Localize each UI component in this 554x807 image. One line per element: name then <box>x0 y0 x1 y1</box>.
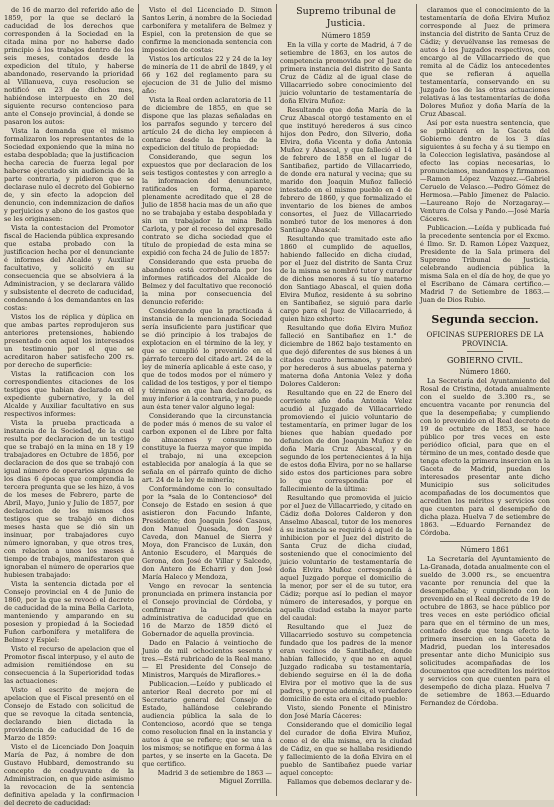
paragraph: Visto, siendo Ponente el Ministro don José María Cáceres: <box>280 704 412 720</box>
paragraph: Resultando que el Juez de Villacarriedo sostuvo su competencia fundado que los padres de la menor eran vecinos de Santibañez, donde habían fallecido, y que no en aquel Juzgado radicaba su testamentaría, debiendo seguirse en él la de doña Elvira por el motivo que la de sus padres, y porque además, el verdadero domicilio de esta era el citado pueblo: <box>280 623 412 703</box>
paragraph: Publicacion.—Leído y publicado el anterior Real decreto por mí el Secretario general del Consejo de Estado, hallándose celebrando audiencia pública la sala de lo Contencioso, acordó que se tenga como resolucion final en la instancia y autos á que se refiere; que se una á los mismos; se notifique en forma á las partes, y se inserte en la Gaceta. De que certifico. <box>142 680 272 768</box>
paragraph: Conformándome con lo consultado por la *sala de lo Contencioso* del Consejo de Estado en sesion á que asistieron don Facundo Infante, Presidente; don Joaquin José Casaus, don Manuel Quesada, don José Caveda, don Manuel de Sierra y Moya, don Francisco de Luxán, don Antonio Escudero, el Marqués de Gerona, don José de Villar y Salcedo, don Antero de Echarri y don José María Haleco y Mendoza, <box>142 485 272 581</box>
paragraph: Vengo en revocar la sentencia pronunciada en primera instancia por el Consejo provincial de Córdoba, y confirmar la providencia administrativa de caducidad que en 16 de Marzo de 1859 dictó el Gobernador de aquella provincia. <box>142 582 272 638</box>
signature-line: Madrid 3 de setiembre de 1863 — Miguel Zorrilla. <box>157 769 272 785</box>
paragraph: Vista la sentencia dictada por el Consejo provincial en 4 de Junio de 1860, por la que se revocó el decreto de caducidad de la mina Bella Carlota, manteniendo y amparando en su posesion y propiedad á la Sociedad Fuñon carbonifera y metalifera de Belmez y Espiel: <box>4 580 134 644</box>
paragraph: Resultando que en 22 de Enero del corriente año doña Antonia Velez acudió al Juzgado de Villacarriedo promoviendo el juicio voluntario de testamentaría, en primer lugar de los bienes que habían quedado por defuncion de don Joaquin Muñoz y de doña María Cruz Abascal, y en segundo de los pertenecientes á la hija de estos doña Elvira, por no se hallarse sido estos dos particiones para sobre lo que correspondia por el fallecimiento de la última: <box>280 389 412 493</box>
paragraph: de 16 de marzo del referido año de 1859, por la que se declaró la caducidad de los derechos que corresponden á la Sociedad en la citada mina por no haberse dado principio á los trabajos dentro de los seis meses, contados desde la expedicion del título, y haberse abandonado, reservando la prioridad al Villanueva, cuya resolucion se notificó en 23 de dichos mes, habiéndose interpuesto en 20 del siguiente recurso contencioso para ante el Consejo provincial, á donde se pasaron los autos: <box>4 6 134 126</box>
paragraph: Vista la Real orden aclaratoria de 11 de diciembre de 1855, en que se dispone que las plazas señaladas en los parrafos segundo y tercero del artículo 24 de dicha ley empiecen á contarse desde la fecha de la expedicion del título de propiedad: <box>142 96 272 152</box>
notice-number: Número 1861 <box>460 546 510 554</box>
column-rule <box>138 4 139 796</box>
paragraph: Vistas la ratificacion con los correspondientes citaciones de los testigos que habian declarado en el expediente gubernativo, y la del Alcalde y Auxiliar facultativo en sus respectivos informes: <box>4 370 134 418</box>
paragraph: Considerando que la circunstancia de poder más ó menos de su valor el carbon exponen el de Libre por falta de almacenes y consumo no constituye la fuerza mayor que impida el trabajo, ni una excepcion establecida por analogía á la que se señala en el párrafo quinto de dicho art. 24 de la ley de minería; <box>142 412 272 484</box>
paragraph: Fallamos que debemos declarar y de- <box>287 778 412 786</box>
divider <box>467 351 503 352</box>
divider <box>440 541 530 542</box>
paragraph: Publicacion.—Leída y publicada fué la precedente sentencia por el Excmo. é Ilmo. Sr. D. Ramon López Vazquez, Presidente de la Sala primera del Supremo Tribunal de Justicia, celebrando audiencia pública la misma Sala en el día de hoy, de que yo el Escribano de Cámara certifico.—Madrid 7 de Setiembre de 1863.—Juan de Dios Rubio. <box>420 224 550 304</box>
paragraph: Considerando, que segun los expuestos que por declaracion de los seis testigos contestes y con arreglo a la informacion del denunciante, ratificados en forma, aparece plenamente acreditado que el 28 de Julio de 1858 hacia mas de un año que no se trabajaba y estaba despoblada y sin un trabajador la mina Bella Carlota, y por el receso del expresado contrato se dicha sociedad que el título de propiedad de esta mina se expidió con fecha 24 de Julio de 1857: <box>142 153 272 257</box>
subsection-heading: GOBIERNO CIVIL. <box>446 356 524 365</box>
paragraph: Vista la prueba practicada a instancia de la Sociedad, de la cual resulta por declaracion de un testigo que se trabajó en la mina en 18 y 19 trabajadores en Octubre de 1856, por declaracion de dos que se trabajó con igual número de operarios algunos de los dias 6 épocas que comprendia la tercera pregunta que se les hizo, á vos de los meses de Febrero, parte de Abril, Mayo, Junio y Julio de 1857, por declaracion de los mismos dos testigos que se trabajó en dichos meses hasta que se dió sin un insinuar, por trabajadores cuyo número ignoraban, y que otros tres, con relacion a unos los meses á tiempo de trabajos, manifestaron que ignoraban el número de operarios que hubiesen trabajado: <box>4 419 134 579</box>
column-1 <box>4 6 134 807</box>
paragraph: Considerando que esta prueba de abandono está corroborada por los informes ratificados del Alcalde de Belmez y del facultativo que reconoció la mina por consecuencia del denuncio referido: <box>142 258 272 306</box>
divider <box>440 308 530 309</box>
column-4 <box>420 6 550 794</box>
paragraph: claramos que el conocimiento de la testamentaría de doña Elvira Muñoz corresponde al Juez de primera instancia del distrito de Santa Cruz de Cádiz; y devuélvanse las remesas de autos á los Juzgados respectivos, con encargo al de Villacarriedo de que remita al de Cádiz los antecedentes que se refieran á aquella testamentaría, conservando en su Juzgado los de las otras actuaciones relativas á las testamentarías de doña Dolores Muñoz y doña María de la Cruz Abascal. <box>420 6 550 118</box>
paragraph: Visto el del Licenciado D. Simon Santos Lerin, á nombre de la Sociedad carbonifera y metalifera de Belmez y Espiel, con la pretension de que se confirme la mencionada sentencia con imposicion de costas: <box>142 6 272 54</box>
paragraph: La Secretaría del Ayuntamiento del Rosal de Cristina, dotada anualmente con el sueldo de 3.300 rs., se encuentra vacante por renuncia del que la desempeñaba; y cumpliendo con lo prevenido en el Real decreto de 19 de octubre de 1853, se hace público por tres veces en este periódico oficial, para que en el término de un mes, contado desde que tenga efecto la primera insercion en la Gaceta de Madrid, puedan los interesados presentar ante dicho Municipio sus solicitudes acompañadas de los documentos que acrediten los méritos y servicios con que cuenten para el desempeño de dicha plaza. Huelva 7 de setiembre de 1863. —Eduardo Fernandez de Córdoba. <box>420 377 550 537</box>
paragraph: Resultando que doña Elvira Muñoz falleció en Santibañez en 1.° de diciembre de 1862 bajo testamento en que dejó diferentes de sus bienes á un citados cuatro hermanos, y nombró por herederos á sus abuelas paterna y materna doña Antonia Velez y doña Dolores Calderon: <box>280 324 412 388</box>
subsection-heading: OFICINAS SUPERIORES DE LA PROVINCIA. <box>426 330 544 348</box>
section-heading: Segunda seccion. <box>431 313 539 326</box>
paragraph: En la villa y corte de Madrid, á 7 de setiembre de 1863, en los autos de competencia promovida por el Juez de primera instancia del distrito de Santa Cruz de Cádiz al de igual clase de Villacarriedo sobre conocimiento del juicio voluntario de testamentaría de doña Elvira Muñoz: <box>280 41 412 105</box>
column-2 <box>142 6 272 794</box>
paragraph: Vista la contestacion del Promotor fiscal de Hacienda pública expresando que estaba probado con la justificacion hecha por el denunciante é informes del Alcalde y Auxiliar facultativo, y solicitó en su consecuencia que se absolviera á la Administracion, y se declarara válido y subsistente el decreto de caducidad, condenando á los demandantes en las costas: <box>4 224 134 312</box>
paragraph: Vista la demanda que el mismo formalizaron los representantes de la Sociedad exponiendo que la mina no estaba despoblada; que la justificacion hecha carecia de fuerza legal por haberse ejecutado sin audiencia de la parte contraria, y pidieron que se declarase nulo el decreto del Gobierno de, y sin efecto la adopcion del denuncio, con indemnizacion de daños y perjuicios y abono de los gastos que se les originasen: <box>4 127 134 223</box>
paragraph: Considerando que el domicilio legal del curador de doña Elvira Muñoz, como el de ella misma, era la ciudad de Cádiz, en que se hallaba residiendo y fallecimiento de la doña Elvira en el pueblo de Santibañez puede variar aquel concepto: <box>280 721 412 777</box>
paragraph: Resultando que doña María de la Cruz Abascal otorgó testamento en el que instituyó herederos á sus cinco hijos don Pedro, don Silverio, doña Elvira, doña Vicenta y doña Antonia Muñoz y Abascal, y que falleció el 14 de febrero de 1858 en el lugar de Santibañez, partido de Villacarriedo, de donde era natural y vecina; que su marido don Joaquin Muñoz falleció intestado en el mismo pueblo en 4 de febrero de 1860, y que formalizado el inventario de los bienes de ambos consortes, el Juez de Villacarriedo nombró tutor de los menores á don Santiago Abascal: <box>280 106 412 234</box>
column-rule <box>276 4 277 796</box>
notice-number: Número 1859 <box>321 32 371 40</box>
notice-number: Número 1860. <box>459 368 511 376</box>
column-rule <box>416 4 417 796</box>
paragraph: Resultando que promovida el juicio por el Juez de Villacarriedo, y citado en Cádiz doña Dolores Calderon y don Anselmo Abascal, tutor de los menores á su instancia se requirió á aquel de la inhibicion por el Juez del distrito de Santa Cruz de dicha ciudad, sosteniendo que el conocimiento del juicio voluntario de testamentaría de doña Elvira Muñoz correspondía á aquel Juzgado porque el domicilio de la menor, por ser el de su tutor, era Cádiz; porque así lo pedian el mayor número de interesados, y porque en aquella ciudad estaba la mayor parte del caudal: <box>280 494 412 622</box>
paragraph: Visto el escrito de mejora de apelacion que el Fiscal presentó en el Consejo de Estado con solicitud de que se revoque la citada sentencia, declarando bien dictada la providencia de caducidad de 16 de Marzo de 1859: <box>4 686 134 742</box>
paragraph: Vistos los artículos 22 y 24 de la ley de minería de 11 de abril de 1849, y el 66 y 162 del reglamento para su ejecucion de 31 de Julio del mismo año: <box>142 55 272 95</box>
paragraph: Visto el de Licenciado Don Joaquin María de Paz, á nombre de don Gustavo Hubbard, demostrando su concepto de coadyuvante de la Administracion, en que pide asimismo la revocacion de la sentencia definitiva apelada y la confirmacion del decreto de caducidad: <box>4 743 134 807</box>
paragraph: Así por esta nuestra sentencia, que se publicará en la Gaceta del Gobierno dentro de los 3 días siguientes á su fecha y á su tiempo en la Coleccion legislativa, pasándose al efecto las copias necesarias, lo pronunciamos, mandamos y firmamos.—Ramon López Vazquez.—Gabriel Ceruelo de Velasco.—Pedro Gómez de Hermosa.—Pablo Jimenez de Palacio.—Laureano Rojo de Norzagaray.—Ventura de Colsa y Pando.—José María Cáceres. <box>420 119 550 223</box>
paragraph: Vistos los de réplica y dúplica en que ambas partes reprodujeron sus anteriores pretensiones, habiendo presentado con aquel los interesados un testimonio por el que se acreditaron haber satisfecho 200 rs. por derecho de superficie: <box>4 313 134 369</box>
paragraph: La Secretaría del Ayuntamiento de La-Granada, dotada anualmente con el sueldo de 3.000 rs., se encuentra vacante por renuncia del que la desempeñaba; y cumpliendo con lo prevenido en el Real decreto de 19 de octubre de 1863, se hace público por tres veces en este periódico oficial para que en el término de un mes, contado desde que tenga efecto la primera insercion en la Gaceta de Madrid, puedan los interesados presentar ante dicho Municipio sus solicitudes acompañadas de los documentos que acrediten los méritos y servicios con que cuenten para el desempeño de dicha plaza. Huelva 7 de setiembre de 1863.—Eduardo Fernandez de Córdoba. <box>420 555 550 707</box>
paragraph: Visto el recurso de apelacion que el Promotor fiscal interpuso, y el auto de admision remitiéndose en su consecuencia á la Superioridad todas las actuaciones: <box>4 645 134 685</box>
paragraph: Dado en Palacio á veintiocho de Junio de mil ochocientos sesenta y tres.—Está rubricado de la Real mano.— El Presidente del Consejo de Ministros, Marqués de Miraflores.» <box>142 639 272 679</box>
section-heading: Supremo tribunal de Justicia. <box>296 6 396 29</box>
paragraph: Resultando que tramitado este año 1860 el cumplido de aquellos, habiendo fallecido en dicha ciudad, por el Juez del distrito de Santa Cruz de la misma se nombró tutor y curador de dichos menores á su tío materno don Santiago Abascal, el quien doña Elvira Muñoz, residente á su sobrino en Santibañez, se siguió para darle cargo para el Juez de Villacarriedo, á quien hizo exhorto: <box>280 235 412 323</box>
column-3 <box>280 6 412 794</box>
paragraph: Considerando que la practicada á instancia de la mencionada Sociedad sería insuficiente para justificar que se dió principio á los trabajos de explotacion en el término de la ley, y que se cumplió lo prevenido en el párrafo tercero del citado art. 24 de la ley de minería aplicable á este caso, y que de todos modos por el número y calidad de los testigos, y por el tiempo y términos en que han declarado, es muy inferior á la contraria, y no puede aun ésta tener valor alguno legal: <box>142 307 272 411</box>
